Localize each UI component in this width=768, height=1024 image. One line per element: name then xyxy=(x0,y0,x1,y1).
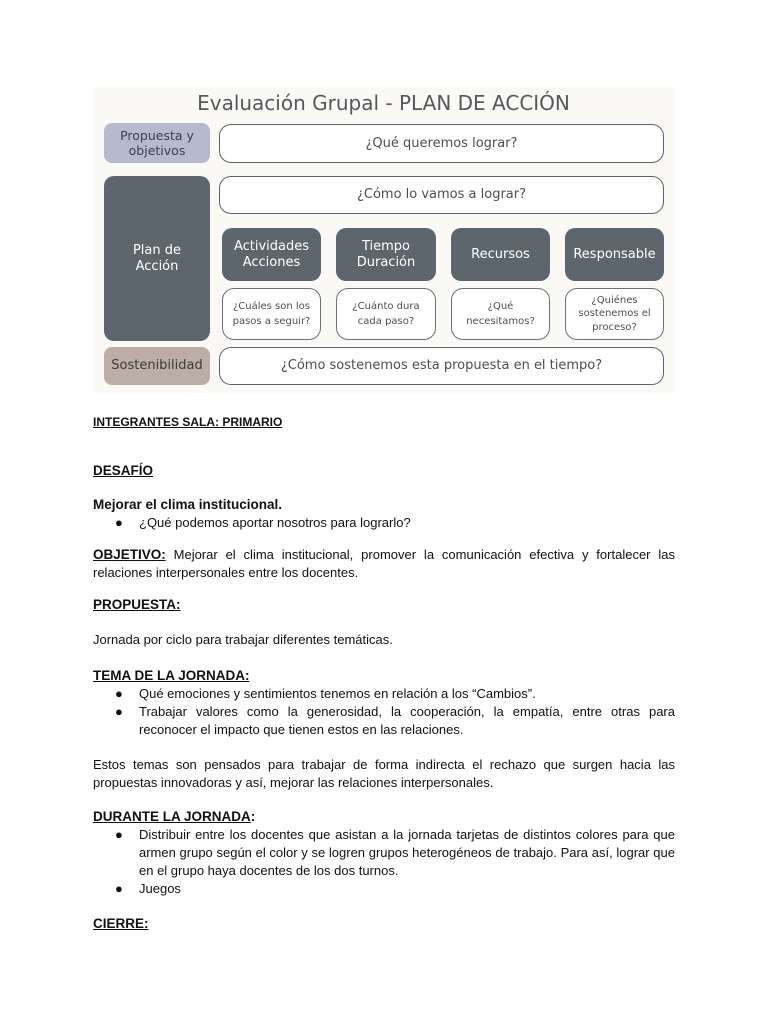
objetivo-paragraph xyxy=(93,546,675,582)
propuesta-question-box xyxy=(219,124,664,163)
cierre-heading: CIERRE: xyxy=(93,916,149,931)
column-header-tiempo xyxy=(336,228,436,281)
list-item-text: Qué emociones y sentimientos tenemos en relación a los “Cambios”. xyxy=(139,686,536,701)
integrantes-heading: INTEGRANTES SALA: PRIMARIO xyxy=(93,415,283,429)
list-item-text: Distribuir entre los docentes que asistan a la jornada tarjetas de distintos colores para que armen grupo según el color y se logren grupos heterogéneos de trabajo. Para así, lograr que en el grupo haya docentes de los dos turnos. xyxy=(139,827,675,878)
column-question-line-1: ¿Quiénes xyxy=(591,294,638,306)
column-question-line-1: ¿Cuáles son los xyxy=(232,300,311,312)
column-header-line-2: Acciones xyxy=(242,254,301,270)
durante-bullet-list xyxy=(93,826,675,898)
objetivo-heading: OBJETIVO: xyxy=(93,547,166,562)
column-question-actividades xyxy=(222,288,321,340)
desafio-bullet-list xyxy=(93,514,675,532)
list-item-text: Trabajar valores como la generosidad, la cooperación, la empatía, entre otras para reconocer el impacto que tienen estos en las relaciones. xyxy=(139,704,675,737)
column-question-recursos xyxy=(451,288,550,340)
list-item xyxy=(93,880,675,898)
column-question-line-2: sostenemos el xyxy=(578,308,651,320)
column-header-line-1: Tiempo xyxy=(361,238,411,254)
propuesta-label-box xyxy=(104,123,210,163)
list-item xyxy=(93,826,675,880)
propuesta-label-line-1: Propuesta y xyxy=(120,128,194,143)
list-item-text: ¿Qué podemos aportar nosotros para lograrlo? xyxy=(139,515,411,530)
column-header-responsable xyxy=(565,228,664,281)
column-question-responsable xyxy=(565,288,664,340)
bullet-icon: ● xyxy=(115,515,123,530)
column-header-line-1: Actividades xyxy=(233,238,310,254)
column-header-recursos xyxy=(451,228,550,281)
desafio-heading: DESAFÍO xyxy=(93,463,154,478)
desafio-text: Mejorar el clima institucional. xyxy=(93,497,283,512)
column-header-line-1: Recursos xyxy=(471,246,530,262)
list-item-text: Juegos xyxy=(139,881,181,896)
diagram-title: Evaluación Grupal - PLAN DE ACCIÓN xyxy=(197,91,570,115)
durante-colon: : xyxy=(250,809,256,824)
column-header-actividades xyxy=(222,228,321,281)
objetivo-text: Mejorar el clima institucional, promover la comunicación efectiva y fortalecer las relaciones interpersonales entre los docentes. xyxy=(93,547,675,580)
tema-bullet-list xyxy=(93,685,675,739)
list-item xyxy=(93,685,675,703)
column-question-line-1: ¿Qué xyxy=(487,300,514,312)
list-item xyxy=(93,703,675,739)
propuesta-question: ¿Qué queremos lograr? xyxy=(365,135,518,151)
column-question-line-1: ¿Cuánto dura xyxy=(352,300,420,312)
propuesta-text: Jornada por ciclo para trabajar diferentes temáticas. xyxy=(93,632,393,647)
propuesta-heading: PROPUESTA: xyxy=(93,597,181,612)
durante-heading-line xyxy=(93,808,675,826)
durante-heading: DURANTE LA JORNADA xyxy=(93,809,251,824)
column-header-line-2: Duración xyxy=(356,254,416,270)
column-header-line-1: Responsable xyxy=(573,246,656,262)
action-plan-diagram xyxy=(93,87,674,393)
plan-label-box xyxy=(104,176,210,341)
tema-heading: TEMA DE LA JORNADA: xyxy=(93,668,250,683)
propuesta-label-line-2: objetivos xyxy=(128,143,186,158)
sostenibilidad-question-box xyxy=(219,347,664,385)
plan-label-line-2: Acción xyxy=(135,258,179,274)
bullet-icon: ● xyxy=(115,686,123,701)
column-question-line-2: necesitamos? xyxy=(466,316,535,327)
list-item xyxy=(93,514,675,532)
column-question-line-2: cada paso? xyxy=(357,316,415,327)
column-question-tiempo xyxy=(336,288,436,340)
bullet-icon: ● xyxy=(115,881,123,896)
plan-question: ¿Cómo lo vamos a lograr? xyxy=(356,187,527,203)
column-question-line-2: pasos a seguir? xyxy=(232,316,311,327)
plan-label-line-1: Plan de xyxy=(132,242,182,258)
sostenibilidad-label-box xyxy=(104,347,210,385)
column-question-line-3: proceso? xyxy=(592,321,637,333)
sostenibilidad-label: Sostenibilidad xyxy=(111,358,203,374)
sostenibilidad-question: ¿Cómo sostenemos esta propuesta en el tiempo? xyxy=(280,358,603,374)
plan-question-box xyxy=(219,176,664,214)
temas-paragraph: Estos temas son pensados para trabajar de forma indirecta el rechazo que surgen hacia las propuestas innovadoras y así, mejorar las relaciones interpersonales. xyxy=(93,757,675,790)
bullet-icon: ● xyxy=(115,827,123,842)
bullet-icon: ● xyxy=(115,704,123,719)
